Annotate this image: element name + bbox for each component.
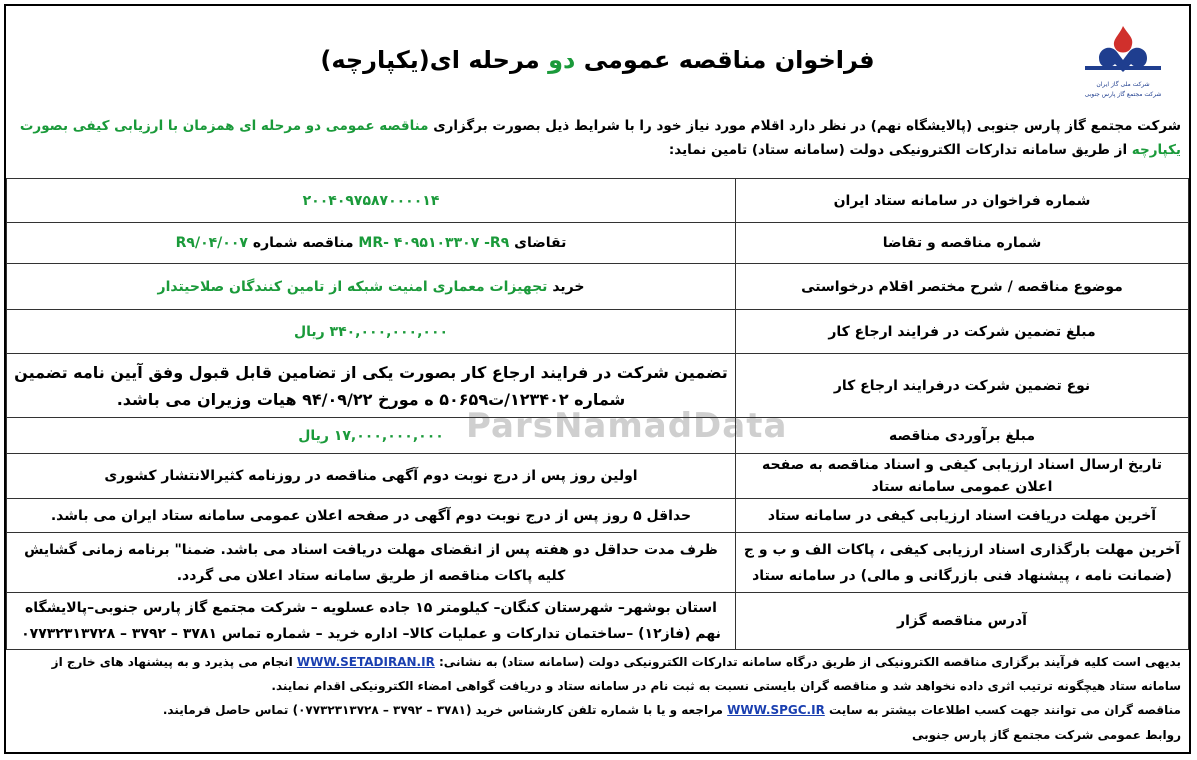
row-label: موضوع مناقصه / شرح مختصر اقلام درخواستی: [736, 264, 1189, 310]
footer-text: انجام می پذیرد و به پیشنهاد های خارج از سامانه ستاد هیچگونه ترتیب اثری داده نخواهد شد و مناقصه گران بایستی نسبت به ثبت نام در سامانه ستاد و دریافت گواهی امضاء الکترونیکی اقدام نمایند.: [51, 655, 1181, 693]
table-row: [7, 593, 1189, 650]
row-label: آدرس مناقصه گزار: [736, 593, 1189, 650]
request-number: MR- ۴۰۹۵۱۰۳۳۰۷ -R۹: [358, 235, 510, 251]
footer-paragraph-2: [14, 698, 1181, 722]
logo-caption-2: شرکت مجتمع گاز پارس جنوبی: [1084, 91, 1162, 98]
row-label: مبلغ تضمین شرکت در فرایند ارجاع کار: [736, 310, 1189, 354]
spgc-link[interactable]: WWW.SPGC.IR: [727, 703, 825, 717]
setadiran-link[interactable]: WWW.SETADIRAN.IR: [296, 655, 435, 669]
footer-text: مناقصه گران می توانند جهت کسب اطلاعات بیشتر به سایت: [829, 703, 1181, 717]
intro-paragraph: [6, 106, 1189, 164]
row-label: نوع تضمین شرکت درفرایند ارجاع کار: [736, 354, 1189, 418]
row-label: تاریخ ارسال اسناد ارزیابی کیفی و اسناد مناقصه به صفحه اعلان عمومی سامانه ستاد: [736, 454, 1189, 499]
footer-text: مراجعه و یا با شماره تلفن کارشناس خرید (۳۷۸۱ – ۳۷۹۲ – ۰۷۷۳۲۳۱۳۷۲۸) تماس حاصل فرمایند.: [162, 703, 723, 717]
tender-details-table: [6, 178, 1189, 650]
guarantee-amount-value: ۳۴۰,۰۰۰,۰۰۰,۰۰۰ ریال: [7, 310, 736, 354]
table-row: [7, 354, 1189, 418]
table-row: [7, 499, 1189, 533]
estimated-amount-value: ۱۷,۰۰۰,۰۰۰,۰۰۰ ریال: [7, 418, 736, 454]
tender-notice: [4, 4, 1191, 754]
title-part-1: فراخوان مناقصه عمومی: [583, 46, 875, 74]
address-value: استان بوشهر– شهرستان کنگان– کیلومتر ۱۵ جاده عسلویه – شرکت مجتمع گاز پارس جنوبی–پالایشگاه نهم (فاز۱۲) –ساختمان تدارکات و عملیات کالا– اداره خرید – شماره تماس ۳۷۸۱ – ۳۷۹۲ – ۰۷۷۳۲۳۱۳۷۲۸: [7, 593, 736, 650]
title-accent: دو: [548, 46, 576, 74]
table-row: [7, 223, 1189, 264]
table-row: [7, 418, 1189, 454]
table-row: [7, 454, 1189, 499]
logo-caption-1: شرکت ملی گاز ایران: [1096, 81, 1150, 88]
tender-number: R۹/۰۴/۰۰۷: [175, 235, 248, 251]
send-date-value: اولین روز پس از درج نوبت دوم آگهی مناقصه در روزنامه کثیرالانتشار کشوری: [7, 454, 736, 499]
table-row: [7, 533, 1189, 593]
table-row: [7, 310, 1189, 354]
header: [6, 6, 1189, 106]
call-number-value: ۲۰۰۴۰۹۷۵۸۷۰۰۰۰۱۴: [7, 179, 736, 223]
receive-deadline-value: حداقل ۵ روز پس از درج نوبت دوم آگهی در صفحه اعلان عمومی سامانه ستاد ایران می باشد.: [7, 499, 736, 533]
row-label: آخرین مهلت دریافت اسناد ارزیابی کیفی در سامانه ستاد: [736, 499, 1189, 533]
upload-deadline-value: ظرف مدت حداقل دو هفته پس از انقضای مهلت دریافت اسناد می باشد. ضمنا" برنامه زمانی گشایش کلیه پاکات مناقصه از طریق سامانه ستاد اعلان می گردد.: [7, 533, 736, 593]
subject-value: [7, 264, 736, 310]
table-row: [7, 179, 1189, 223]
row-label: آخرین مهلت بارگذاری اسناد ارزیابی کیفی ، پاکات الف و ب و ج (ضمانت نامه ، پیشنهاد فنی بازرگانی و مالی) در سامانه ستاد: [736, 533, 1189, 593]
subject-text: تجهیزات معماری امنیت شبکه از تامین کنندگان صلاحیتدار: [157, 278, 548, 295]
tender-number-value: [7, 223, 736, 264]
row-label: مبلغ برآوردی مناقصه: [736, 418, 1189, 454]
guarantee-type-value: تضمین شرکت در فرایند ارجاع کار بصورت یکی از تضامین قابل قبول وفق آیین نامه تضمین شماره ۱۲۳۴۰۲/ت۵۰۶۵۹ ه مورخ ۹۴/۰۹/۲۲ هیات وزیران می باشد.: [7, 354, 736, 418]
request-prefix: تقاضای: [514, 235, 567, 251]
row-label: شماره مناقصه و تقاضا: [736, 223, 1189, 264]
tender-label: مناقصه شماره: [252, 235, 354, 251]
title-part-2: مرحله ای(یکپارچه): [320, 46, 540, 74]
page-title: [6, 46, 1189, 74]
watermark-text: ParsNamadData: [466, 406, 788, 446]
intro-text-1: شرکت مجتمع گاز پارس جنوبی (پالایشگاه نهم) در نظر دارد اقلام مورد نیاز خود را با شرایط ذیل بصورت برگزاری: [433, 118, 1181, 134]
intro-highlight: مناقصه عمومی دو مرحله ای همزمان با ارزیابی کیفی بصورت یکپارچه: [19, 118, 1181, 158]
footer-paragraph-1: [14, 650, 1181, 698]
footer-notes: [6, 650, 1189, 722]
signature: روابط عمومی شرکت مجتمع گاز پارس جنوبی: [912, 728, 1181, 742]
footer-text: بدیهی است کلیه فرآیند برگزاری مناقصه الکترونیکی از طریق درگاه سامانه تدارکات الکترونیکی دولت (سامانه ستاد) به نشانی:: [439, 655, 1181, 669]
subject-prefix: خرید: [552, 278, 585, 295]
table-row: [7, 264, 1189, 310]
row-label: شماره فراخوان در سامانه ستاد ایران: [736, 179, 1189, 223]
intro-text-2: از طریق سامانه تدارکات الکترونیکی دولت (سامانه ستاد) تامین نماید:: [668, 142, 1128, 158]
